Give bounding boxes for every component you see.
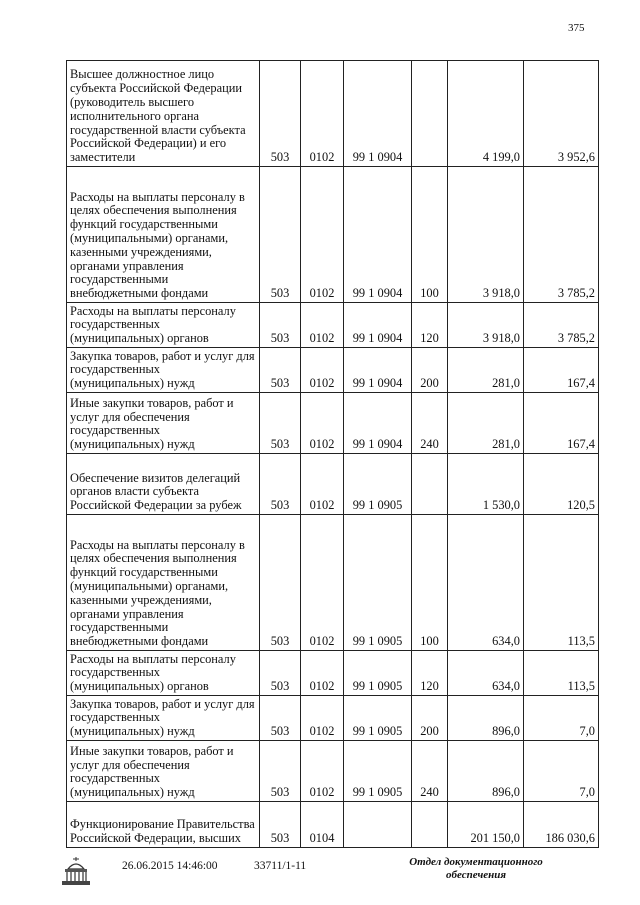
budget-table [66, 60, 599, 848]
cell-plan: 201 150,0 [448, 802, 524, 848]
cell-expense-type: 120 [412, 303, 448, 348]
table-row [67, 454, 599, 515]
cell-plan: 1 530,0 [448, 454, 524, 515]
cell-code: 503 [260, 61, 301, 167]
table-row [67, 651, 599, 696]
cell-expense-type: 200 [412, 696, 448, 741]
cell-expense-type: 200 [412, 348, 448, 393]
table-row [67, 348, 599, 393]
footer-department-line1: Отдел документационного [409, 856, 543, 868]
cell-target-article: 99 1 0905 [344, 741, 412, 802]
table-row [67, 515, 599, 651]
cell-section: 0102 [301, 651, 344, 696]
cell-plan: 4 199,0 [448, 61, 524, 167]
cell-plan: 3 918,0 [448, 167, 524, 303]
cell-code: 503 [260, 696, 301, 741]
footer-datetime: 26.06.2015 14:46:00 [122, 860, 218, 872]
cell-target-article: 99 1 0905 [344, 696, 412, 741]
table-row [67, 741, 599, 802]
cell-expense-type [412, 802, 448, 848]
table-row [67, 393, 599, 454]
cell-code: 503 [260, 741, 301, 802]
cell-plan: 896,0 [448, 696, 524, 741]
cell-target-article: 99 1 0905 [344, 454, 412, 515]
cell-target-article: 99 1 0904 [344, 167, 412, 303]
table-row [67, 696, 599, 741]
cell-actual: 186 030,6 [524, 802, 599, 848]
cell-code: 503 [260, 393, 301, 454]
cell-code: 503 [260, 454, 301, 515]
row-name: Иные закупки товаров, работ и услуг для обеспечения государственных (муниципальных) нужд [67, 741, 260, 802]
cell-expense-type: 240 [412, 393, 448, 454]
row-name: Иные закупки товаров, работ и услуг для обеспечения государственных (муниципальных) нужд [67, 393, 260, 454]
cell-actual: 7,0 [524, 696, 599, 741]
cell-section: 0102 [301, 515, 344, 651]
cell-target-article: 99 1 0904 [344, 61, 412, 167]
cell-actual: 167,4 [524, 348, 599, 393]
page-number: 375 [568, 22, 585, 34]
cell-actual: 113,5 [524, 651, 599, 696]
cell-expense-type [412, 454, 448, 515]
table-row [67, 167, 599, 303]
cell-section: 0102 [301, 303, 344, 348]
cell-plan: 281,0 [448, 393, 524, 454]
row-name: Закупка товаров, работ и услуг для государственных (муниципальных) нужд [67, 696, 260, 741]
row-name: Расходы на выплаты персоналу в целях обеспечения выполнения функций государственными (муниципальными) органами, казенными учреждениями, органами управления государственными внебюджетными фондами [67, 167, 260, 303]
cell-target-article: 99 1 0904 [344, 393, 412, 454]
cell-expense-type [412, 61, 448, 167]
cell-actual: 3 952,6 [524, 61, 599, 167]
row-name: Расходы на выплаты персоналу государственных (муниципальных) органов [67, 303, 260, 348]
cell-code: 503 [260, 348, 301, 393]
cell-section: 0102 [301, 167, 344, 303]
footer-department-line2: обеспечения [445, 869, 506, 881]
cell-target-article: 99 1 0904 [344, 303, 412, 348]
duma-building-icon [60, 856, 92, 886]
cell-section: 0104 [301, 802, 344, 848]
cell-code: 503 [260, 802, 301, 848]
row-name: Высшее должностное лицо субъекта Российской Федерации (руководитель высшего исполнительного органа государственной власти субъекта Российской Федерации) и его заместители [67, 61, 260, 167]
cell-target-article: 99 1 0905 [344, 515, 412, 651]
row-name: Закупка товаров, работ и услуг для государственных (муниципальных) нужд [67, 348, 260, 393]
cell-expense-type: 100 [412, 167, 448, 303]
cell-actual: 3 785,2 [524, 303, 599, 348]
cell-target-article: 99 1 0904 [344, 348, 412, 393]
cell-expense-type: 240 [412, 741, 448, 802]
row-name: Обеспечение визитов делегаций органов власти субъекта Российской Федерации за рубеж [67, 454, 260, 515]
cell-section: 0102 [301, 454, 344, 515]
footer-doc-number: 33711/1-11 [254, 860, 307, 872]
table-row [67, 303, 599, 348]
cell-section: 0102 [301, 61, 344, 167]
cell-plan: 281,0 [448, 348, 524, 393]
cell-actual: 3 785,2 [524, 167, 599, 303]
row-name: Расходы на выплаты персоналу в целях обеспечения выполнения функций государственными (муниципальными) органами, казенными учреждениями, органами управления государственными внебюджетными фондами [67, 515, 260, 651]
cell-plan: 3 918,0 [448, 303, 524, 348]
cell-section: 0102 [301, 696, 344, 741]
row-name: Расходы на выплаты персоналу государственных (муниципальных) органов [67, 651, 260, 696]
cell-code: 503 [260, 651, 301, 696]
cell-section: 0102 [301, 348, 344, 393]
cell-code: 503 [260, 303, 301, 348]
cell-code: 503 [260, 167, 301, 303]
table-row [67, 61, 599, 167]
cell-code: 503 [260, 515, 301, 651]
footer-department [396, 856, 556, 882]
cell-section: 0102 [301, 741, 344, 802]
table-row [67, 802, 599, 848]
cell-actual: 113,5 [524, 515, 599, 651]
cell-target-article [344, 802, 412, 848]
cell-actual: 167,4 [524, 393, 599, 454]
cell-actual: 120,5 [524, 454, 599, 515]
row-name: Функционирование Правительства Российской Федерации, высших [67, 802, 260, 848]
cell-target-article: 99 1 0905 [344, 651, 412, 696]
cell-actual: 7,0 [524, 741, 599, 802]
cell-plan: 634,0 [448, 515, 524, 651]
cell-expense-type: 100 [412, 515, 448, 651]
cell-section: 0102 [301, 393, 344, 454]
cell-expense-type: 120 [412, 651, 448, 696]
cell-plan: 634,0 [448, 651, 524, 696]
cell-plan: 896,0 [448, 741, 524, 802]
